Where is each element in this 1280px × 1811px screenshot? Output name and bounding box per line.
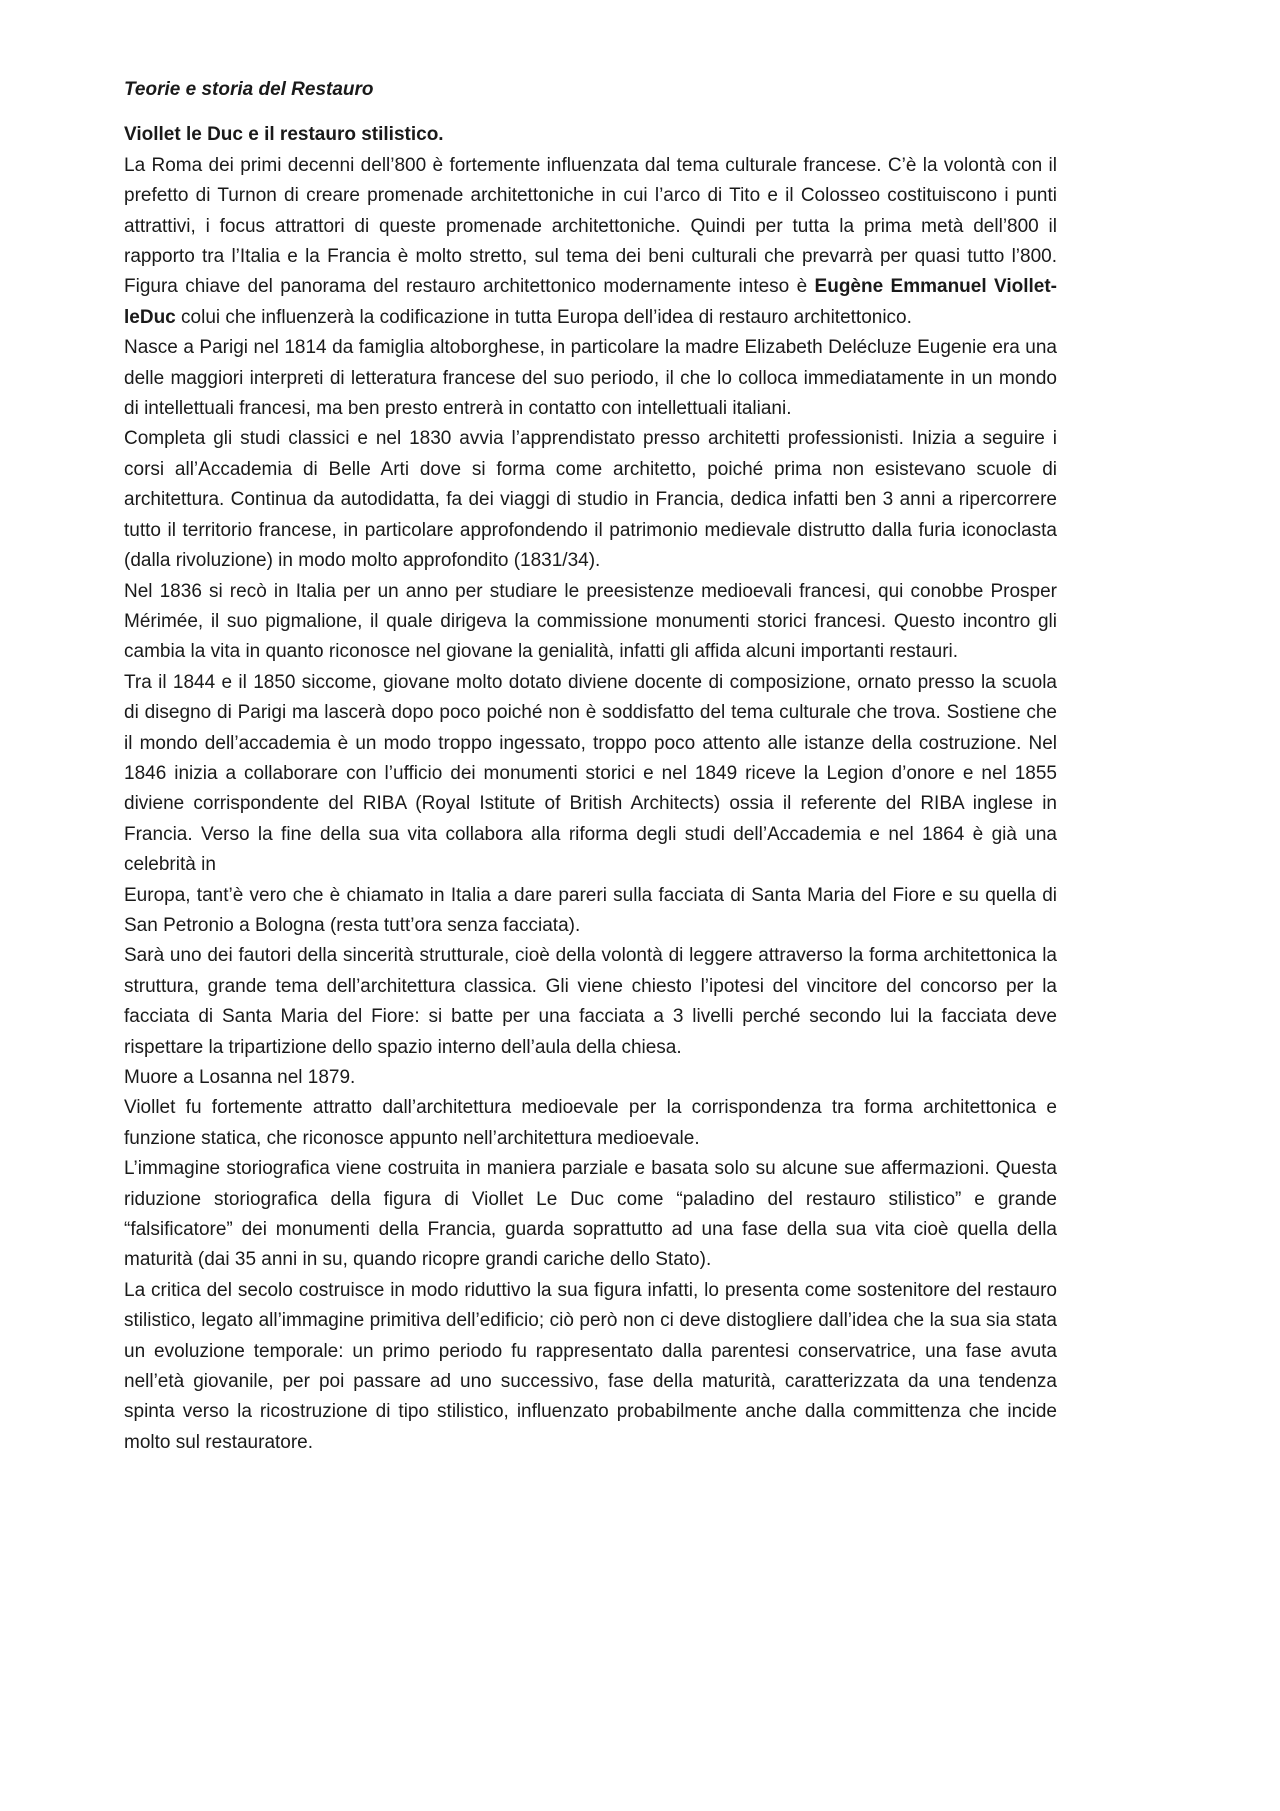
paragraph-historiography: L’immagine storiografica viene costruita in maniera parziale e basata solo su alcune sue affermazioni. Questa riduzione storiografica della figura di Viollet Le Duc come “paladino del restauro stilistico” e grande “falsificatore” dei monumenti della Francia, guarda soprattutto ad una fase della sua vita cioè quella della maturità (dai 35 anni in su, quando ricopre grandi cariche dello Stato). [124, 1158, 1057, 1271]
paragraph-italy-1836: Nel 1836 si recò in Italia per un anno per studiare le preesistenze medioevali francesi, qui conobbe Prosper Mérimée, il suo pigmalione, il quale dirigeva la commissione monumenti storici francesi. Questo incontro gli cambia la vita in quanto riconosce nel giovane la genialità, infatti gli affida alcuni importanti restauri. [124, 580, 1057, 663]
document-title: Teorie e storia del Restauro [124, 79, 374, 100]
paragraph-structural-sincerity: Sarà uno dei fautori della sincerità strutturale, cioè della volontà di leggere attraverso la forma architettonica la struttura, grande tema dell’architettura classica. Gli viene chiesto l’ipotesi del vincitore del concorso per la facciata di Santa Maria del Fiore: si batte per una facciata a 3 livelli perché secondo lui la facciata deve rispettare la tripartizione dello spazio interno dell’aula della chiesa. [124, 945, 1057, 1058]
paragraph-intro [124, 151, 1057, 333]
highlighted-name: Eugène Emmanuel Viollet-leDuc [124, 276, 1057, 328]
paragraph-medieval-attraction: Viollet fu fortemente attratto dall’architettura medioevale per la corrispondenza tra forma architettonica e funzione statica, che riconosce appunto nell’architettura medioevale. [124, 1097, 1057, 1149]
paragraph-birth: Nasce a Parigi nel 1814 da famiglia altoborghese, in particolare la madre Elizabeth Delécluze Eugenie era una delle maggiori interpreti di letteratura francese del suo periodo, il che lo colloca immediatamente in un mondo di intellettuali francesi, ma ben presto entrerà in contatto con intellettuali italiani. [124, 337, 1057, 420]
document-page [124, 75, 1057, 1458]
paragraph-studies: Completa gli studi classici e nel 1830 avvia l’apprendistato presso architetti professionisti. Inizia a seguire i corsi all’Accademia di Belle Arti dove si forma come architetto, poiché prima non esistevano scuole di architettura. Continua da autodidatta, fa dei viaggi di studio in Francia, dedica infatti ben 3 anni a ripercorrere tutto il territorio francese, in particolare approfondendo il patrimonio medievale distrutto dalla furia iconoclasta (dalla rivoluzione) in modo molto approfondito (1831/34). [124, 428, 1057, 572]
paragraph-career: Tra il 1844 e il 1850 siccome, giovane molto dotato diviene docente di composizione, ornato presso la scuola di disegno di Parigi ma lascerà dopo poco poiché non è soddisfatto del tema culturale che trova. Sostiene che il mondo dell’accademia è un modo troppo ingessato, troppo poco attento alle istanze della costruzione. Nel 1846 inizia a collaborare con l’ufficio dei monumenti storici e nel 1849 riceve la Legion d’onore e nel 1855 diviene corrispondente del RIBA (Royal Istitute of British Architects) ossia il referente del RIBA inglese in Francia. Verso la fine della sua vita collabora alla riforma degli studi dell’Accademia e nel 1864 è già una celebrità in [124, 671, 1057, 876]
intro-text-before: La Roma dei primi decenni dell’800 è fortemente influenzata dal tema culturale francese. C’è la volontà con il prefetto di Turnon di creare promenade architettoniche in cui l’arco di Tito e il Colosseo costituiscono i punti attrattivi, i focus attrattori di queste promenade architettoniche. Quindi per tutta la prima metà dell’800 il rapporto tra l’Italia e la Francia è molto stretto, sul tema dei beni culturali che prevarrà per quasi tutto l’800. Figura chiave del panorama del restauro architettonico modernamente inteso è [124, 154, 1057, 298]
paragraph-death: Muore a Losanna nel 1879. [124, 1067, 356, 1088]
section-heading: Viollet le Duc e il restauro stilistico. [124, 124, 444, 146]
intro-text-after: colui che influenzerà la codificazione in tutta Europa dell’idea di restauro architettonico. [175, 306, 912, 328]
paragraph-critique: La critica del secolo costruisce in modo riduttivo la sua figura infatti, lo presenta come sostenitore del restauro stilistico, legato all’immagine primitiva dell’edificio; ciò però non ci deve distogliere dall’idea che la sua sia stata un evoluzione temporale: un primo periodo fu rappresentato dalla parentesi conservatrice, una fase avuta nell’età giovanile, per poi passare ad uno successivo, fase della maturità, caratterizzata da una tendenza spinta verso la ricostruzione di tipo stilistico, influenzato probabilmente anche dalla committenza che incide molto sul restauratore. [124, 1279, 1057, 1453]
paragraph-career-continued: Europa, tant’è vero che è chiamato in Italia a dare pareri sulla facciata di Santa Maria del Fiore e su quella di San Petronio a Bologna (resta tutt’ora senza facciata). [124, 884, 1057, 936]
